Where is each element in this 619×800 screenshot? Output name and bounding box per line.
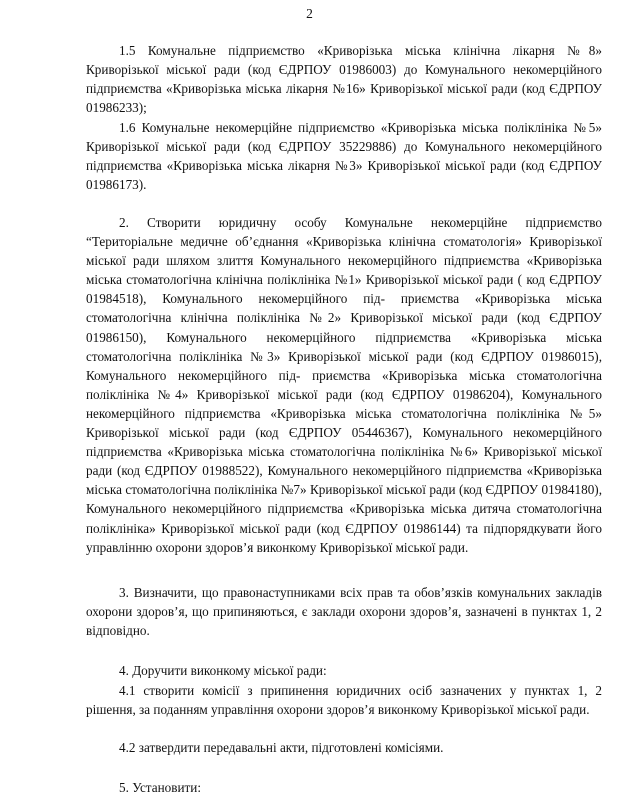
paragraph-4: 4. Доручити виконкому міської ради: <box>119 663 327 678</box>
paragraph-3: 3. Визначити, що правонаступниками всіх прав та обов’язків комунальних закладів охорони здоров’я, що припиняються, є заклади охорони здоров’я, зазначені в пунктах 1, 2 відповідно. <box>86 585 602 639</box>
paragraph-2: 2. Створити юридичну особу Комунальне некомерційне підприємство “Територіальне медичне об’єднання «Криворізька клінічна стоматологія» Криворізької міської ради шляхом злиття Комунального некомерційного підприємства «Криворізька міська стоматологічна клінічна поліклініка №1» Криворізької міської ради ( код ЄДРПОУ 01984518), Комунального некомерційного під- приємства «Криворізька міська стоматологічна клінічна поліклініка №2» Криворізької міської ради (код ЄДРПОУ 01986150), Комунального некомерційного підприємства «Криворізька міська стоматологічна поліклініка №3» Криворізької міської ради (код ЄДРПОУ 01986015), Комунального некомерційного під- приємства «Криворізька міська стоматологічна поліклініка №4» Криворізької міської ради (код ЄДРПОУ 01986204), Комунального некомерційного підприємства «Криворізька міська стоматологічна поліклініка №5» Криворізької міської ради (код ЄДРПОУ 05446367), Комунального некомерційного підприємства «Криворізька міська стоматологічна поліклініка №6» Криворізької міської ради (код ЄДРПОУ 01988522), Комунального некомерційного підприємства «Криворізька міська стоматологічна поліклініка №7» Криворізької міської ради (код ЄДРПОУ 01984180), Комунального некомерційного підприємства «Криворізька міська дитяча стоматологічна поліклініка» Криворізької міської ради (код ЄДРПОУ 01986144) та підпорядкувати його управлінню охорони здоров’я виконкому Криворізької міської ради. <box>86 215 602 555</box>
paragraph-4-2: 4.2 затвердити передавальні акти, підготовлені комісіями. <box>119 740 444 755</box>
paragraph-4-1: 4.1 створити комісії з припинення юридичних осіб зазначених у пунктах 1, 2 рішення, за поданням управління охорони здоров’я виконкому Криворізької міської ради. <box>86 683 602 718</box>
paragraph-5: 5. Установити: <box>119 780 201 795</box>
paragraph-1-5: 1.5 Комунальне підприємство «Криворізька міська клінічна лікарня №8» Криворізької міської ради (код ЄДРПОУ 01986003) до Комунального некомерційного підприємства «Криворізька міська лікарня №16» Криворізької міської ради (код ЄДРПОУ 01986233); <box>86 43 602 116</box>
page-number: 2 <box>306 6 313 21</box>
paragraph-1-6: 1.6 Комунальне некомерційне підприємство «Криворізька міська поліклініка №5» Криворізької міської ради (код ЄДРПОУ 35229886) до Комунального некомерційного підприємства «Криворізька міська лікарня №3» Криворізької міської ради (код ЄДРПОУ 01986173). <box>86 120 602 193</box>
